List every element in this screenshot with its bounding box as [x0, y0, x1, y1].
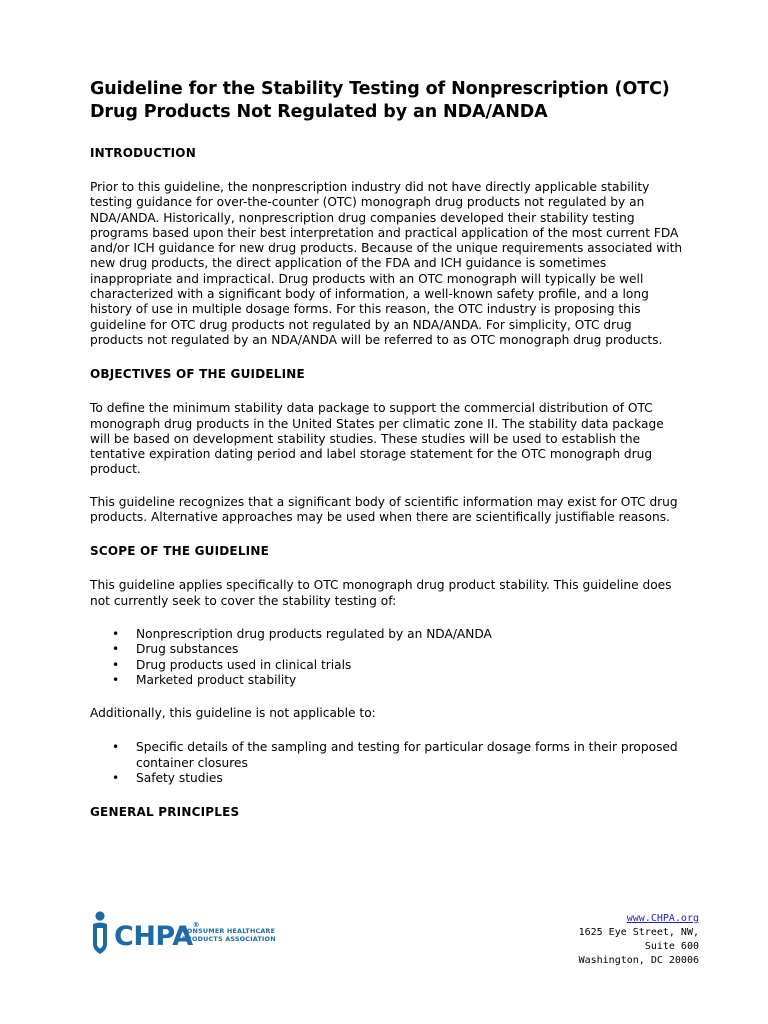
bullet-glyph: •	[112, 740, 120, 755]
list-item-text: Nonprescription drug products regulated by an NDA/ANDA	[136, 626, 492, 641]
address-line-2: Suite 600	[644, 941, 699, 952]
objectives-paragraph-2: This guideline recognizes that a significant body of scientific information may exist for OTC drug products. Alternative approaches may be used when there are scientifically justifiable reasons.	[90, 494, 678, 525]
list-item	[90, 673, 686, 688]
document-page	[90, 78, 686, 820]
list-item-text: Drug products used in clinical trials	[136, 657, 352, 672]
list-item	[90, 771, 686, 786]
person-figure-icon	[90, 910, 112, 960]
logo-tagline-line-1: CONSUMER HEALTHCARE	[182, 927, 276, 935]
website-link[interactable]: www.CHPA.org	[626, 913, 699, 924]
list-item	[90, 658, 686, 673]
scope-paragraph-2: Additionally, this guideline is not applicable to:	[90, 706, 376, 721]
bullet-glyph: •	[112, 672, 120, 687]
list-item-text: Specific details of the sampling and testing for particular dosage forms in their proposed container closures	[136, 740, 678, 770]
scope-not-applicable-list	[90, 740, 686, 786]
list-item-text: Marketed product stability	[136, 672, 297, 687]
objectives-paragraph-1: To define the minimum stability data package to support the commercial distribution of OTC monograph drug products in the United States per climatic zone II. The stability data package will be based on development stability studies. These studies will be used to establish the tentative expiration dating period and label storage statement for the OTC monograph drug product.	[90, 401, 664, 477]
introduction-paragraph: Prior to this guideline, the nonprescription industry did not have directly applicable stability testing guidance for over-the-counter (OTC) monograph drug products not regulated by an NDA/ANDA. Historically, nonprescription drug companies developed their stability testing programs based upon their best interpretation and practical application of the most current FDA and/or ICH guidance for new drug products. Because of the unique requirements associated with new drug products, the direct application of the FDA and ICH guidance is sometimes inappropriate and impractical. Drug products with an OTC monograph will typically be well characterized with a significant body of information, a well-known safety profile, and a long history of use in multiple dosage forms. For this reason, the OTC industry is proposing this guideline for OTC drug products not regulated by an NDA/ANDA. For simplicity, OTC drug products not regulated by an NDA/ANDA will be referred to as OTC monograph drug products.	[90, 180, 683, 347]
scope-heading: SCOPE OF THE GUIDELINE	[90, 544, 269, 559]
document-title-line-2: Drug Products Not Regulated by an NDA/ANDA	[90, 102, 548, 122]
logo-tagline-line-2: PRODUCTS ASSOCIATION	[182, 935, 276, 943]
address-line-1: 1625 Eye Street, NW,	[578, 927, 699, 938]
scope-paragraph-1: This guideline applies specifically to OTC monograph drug product stability. This guideline does not currently seek to cover the stability testing of:	[90, 578, 672, 608]
scope-exclusion-list	[90, 627, 686, 688]
footer-address	[579, 912, 699, 968]
bullet-glyph: •	[112, 771, 120, 786]
bullet-glyph: •	[112, 642, 120, 657]
logo-wordmark-text: CHPA	[114, 921, 193, 952]
logo-registered-mark: ®	[192, 921, 200, 929]
chpa-logo	[90, 910, 280, 960]
document-title	[90, 78, 686, 124]
logo-tagline	[182, 927, 276, 943]
introduction-heading: INTRODUCTION	[90, 146, 196, 160]
list-item	[90, 627, 686, 642]
address-line-3: Washington, DC 20006	[578, 955, 699, 966]
bullet-glyph: •	[112, 626, 120, 641]
general-principles-heading: GENERAL PRINCIPLES	[90, 805, 240, 820]
objectives-heading: OBJECTIVES OF THE GUIDELINE	[90, 367, 305, 382]
list-item	[90, 642, 686, 657]
list-item-text: Drug substances	[136, 642, 239, 657]
bullet-glyph: •	[112, 657, 120, 672]
list-item-text: Safety studies	[136, 771, 223, 786]
document-title-line-1: Guideline for the Stability Testing of Nonprescription (OTC)	[90, 79, 670, 99]
list-item	[90, 740, 686, 771]
